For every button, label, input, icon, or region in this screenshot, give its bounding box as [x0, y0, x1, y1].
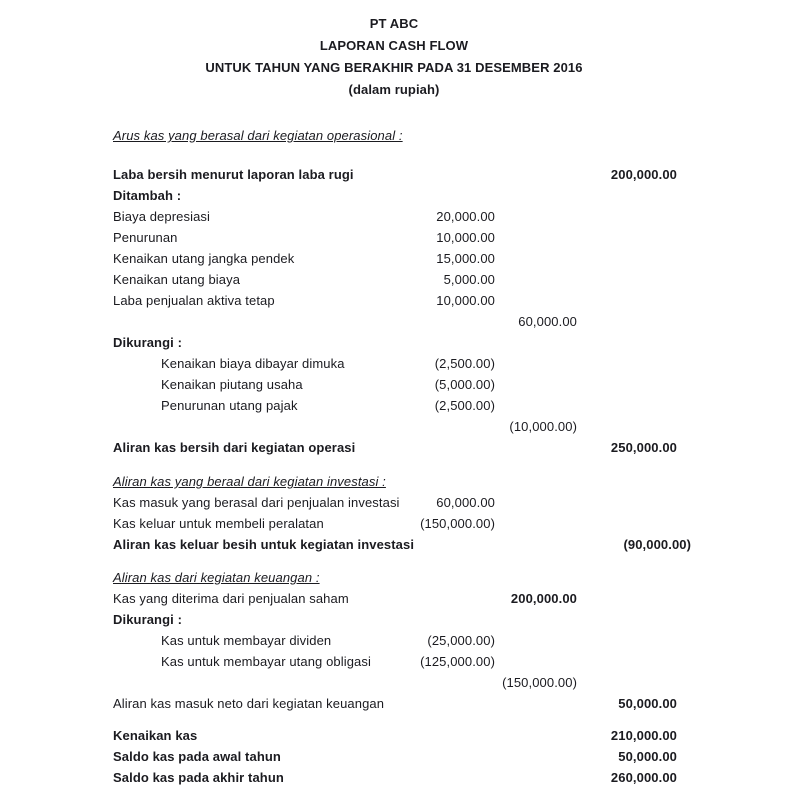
row-label: Aliran kas bersih dari kegiatan operasi: [113, 440, 356, 455]
row-label: Kas masuk yang berasal dari penjualan investasi: [113, 495, 400, 510]
row-label: Dikurangi :: [113, 612, 182, 627]
row-label: Aliran kas masuk neto dari kegiatan keuangan: [113, 696, 385, 711]
row-label: Kenaikan utang jangka pendek: [113, 251, 295, 266]
row-label: Aliran kas dari kegiatan keuangan :: [113, 570, 320, 585]
statement-row: [113, 185, 677, 206]
amount-total: 250,000.00: [610, 440, 677, 455]
row-label: Dikurangi :: [113, 335, 182, 350]
statement-row: [113, 725, 677, 746]
report-unit: (dalam rupiah): [348, 82, 440, 97]
statement-row: [113, 513, 677, 534]
statement-row: [113, 588, 677, 609]
statement-row: [113, 290, 677, 311]
row-label: Kenaikan kas: [113, 728, 198, 743]
statement-row: [113, 353, 677, 374]
row-label: Kenaikan piutang usaha: [161, 377, 303, 392]
statement-row: [113, 248, 677, 269]
row-label: Laba penjualan aktiva tetap: [113, 293, 275, 308]
amount-detail: (2,500.00): [434, 398, 495, 413]
statement-row: [113, 651, 677, 672]
amount-detail: (150,000.00): [420, 516, 495, 531]
statement-row: [113, 672, 677, 693]
statement-row: [113, 746, 677, 767]
amount-subtotal: 60,000.00: [518, 314, 577, 329]
section-heading: [113, 567, 677, 588]
row-label: Kenaikan utang biaya: [113, 272, 241, 287]
amount-total: (90,000.00): [623, 537, 692, 552]
row-label: Laba bersih menurut laporan laba rugi: [113, 167, 354, 182]
report-title: LAPORAN CASH FLOW: [319, 38, 469, 53]
amount-detail: 15,000.00: [436, 251, 495, 266]
amount-total: 260,000.00: [610, 770, 677, 785]
statement-body: [113, 125, 692, 788]
amount-total: 50,000.00: [618, 749, 677, 764]
amount-detail: (125,000.00): [420, 654, 495, 669]
report-period: UNTUK TAHUN YANG BERAKHIR PADA 31 DESEMBER 2016: [205, 60, 583, 75]
statement-row: [113, 206, 677, 227]
amount-detail: 20,000.00: [436, 209, 495, 224]
statement-row: [113, 311, 677, 332]
row-label: Kas keluar untuk membeli peralatan: [113, 516, 324, 531]
amount-total: 50,000.00: [618, 696, 677, 711]
row-label: Kas untuk membayar dividen: [161, 633, 332, 648]
row-label: Saldo kas pada awal tahun: [113, 749, 281, 764]
row-label: Kas untuk membayar utang obligasi: [161, 654, 371, 669]
statement-row: [113, 395, 677, 416]
statement-row: [113, 269, 677, 290]
row-label: Arus kas yang berasal dari kegiatan operasional :: [113, 128, 403, 143]
amount-detail: 60,000.00: [436, 495, 495, 510]
amount-subtotal: (10,000.00): [509, 419, 577, 434]
amount-detail: (2,500.00): [434, 356, 495, 371]
statement-row: [113, 332, 677, 353]
amount-total: 200,000.00: [610, 167, 677, 182]
statement-row: [113, 492, 677, 513]
section-heading: [113, 471, 677, 492]
row-label: Kas yang diterima dari penjualan saham: [113, 591, 349, 606]
statement-row: [113, 630, 677, 651]
statement-row: [113, 227, 677, 248]
amount-total: 210,000.00: [610, 728, 677, 743]
statement-row: [113, 416, 677, 437]
amount-detail: 5,000.00: [443, 272, 495, 287]
document-header: [111, 13, 677, 101]
amount-detail: (25,000.00): [427, 633, 495, 648]
row-label: Ditambah :: [113, 188, 182, 203]
row-label: Kenaikan biaya dibayar dimuka: [161, 356, 345, 371]
amount-subtotal: 200,000.00: [510, 591, 577, 606]
row-label: Biaya depresiasi: [113, 209, 210, 224]
section-heading: [113, 125, 677, 146]
statement-row: [113, 609, 677, 630]
row-label: Aliran kas keluar besih untuk kegiatan investasi: [113, 537, 415, 552]
statement-row: [113, 437, 677, 458]
statement-row: [113, 374, 677, 395]
row-label: Penurunan utang pajak: [161, 398, 298, 413]
row-label: Penurunan: [113, 230, 178, 245]
row-label: Saldo kas pada akhir tahun: [113, 770, 284, 785]
amount-detail: (5,000.00): [434, 377, 495, 392]
statement-row: [113, 693, 677, 714]
company-name: PT ABC: [369, 16, 419, 31]
row-label: Aliran kas yang beraal dari kegiatan investasi :: [113, 474, 386, 489]
statement-row: [113, 767, 677, 788]
amount-detail: 10,000.00: [436, 230, 495, 245]
statement-row: [113, 164, 677, 185]
amount-subtotal: (150,000.00): [502, 675, 577, 690]
statement-row: [113, 534, 692, 555]
amount-detail: 10,000.00: [436, 293, 495, 308]
